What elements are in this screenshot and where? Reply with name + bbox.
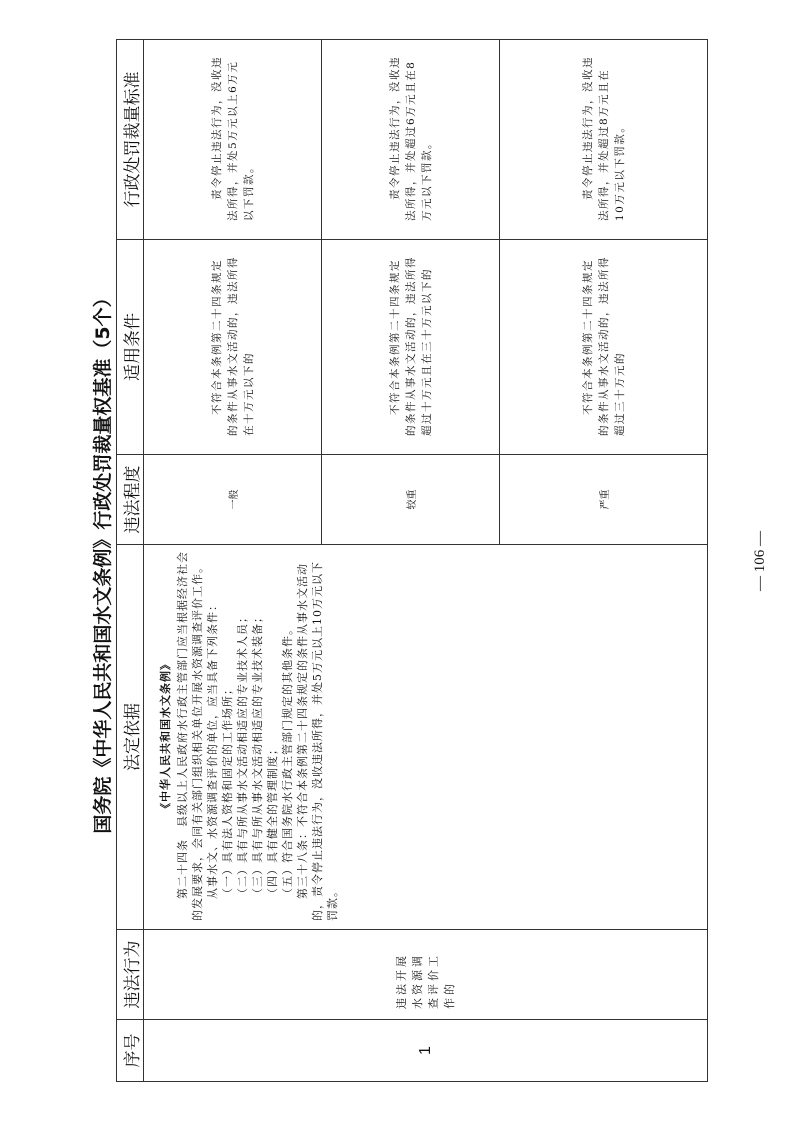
discretion-table bbox=[116, 39, 708, 1082]
table-row bbox=[144, 40, 322, 1082]
basis-paragraph: （二）具有与所从事水文活动相适应的专业技术人员； bbox=[236, 611, 249, 899]
standard-severe bbox=[500, 40, 708, 240]
standard-text: 责令停止违法行为，没收违法所得，并处5万元以上6万元以下罚款。 bbox=[210, 56, 255, 221]
condition-serious bbox=[322, 240, 500, 455]
basis-paragraph: （三）具有与所从事水文活动相适应的专业技术装备； bbox=[251, 611, 264, 899]
basis-paragraph: 第三十八条：不符合本条例第二十四条规定的条件从事水文活动的，责令停止违法行为，没收违法所得，并处5万元以上10万元以下罚款。 bbox=[296, 561, 339, 921]
legal-basis bbox=[144, 545, 708, 930]
row-number: 1 bbox=[144, 1020, 708, 1082]
condition-text: 不符合本条例第二十四条规定的条件从事水文活动的，违法所得超过十万元且在三十万元以下的 bbox=[388, 256, 433, 436]
standard-serious bbox=[322, 40, 500, 240]
degree-general: 一般 bbox=[144, 455, 322, 545]
standard-text: 责令停止违法行为，没收违法所得，并处超过6万元且在8万元以下罚款。 bbox=[388, 56, 433, 221]
basis-paragraph: （四）具有健全的管理制度； bbox=[266, 743, 279, 899]
header-basis: 法定依据 bbox=[117, 545, 144, 930]
violation-act: 违法开展水资源调查评价工作的 bbox=[144, 930, 708, 1020]
law-title: 《中华人民共和国水文条例》 bbox=[159, 658, 172, 814]
degree-serious: 较重 bbox=[322, 455, 500, 545]
standard-text: 责令停止违法行为，没收违法所得，并处超过8万元且在10万元以下罚款。 bbox=[581, 56, 626, 221]
header-condition: 适用条件 bbox=[117, 240, 144, 455]
condition-text: 不符合本条例第二十四条规定的条件从事水文活动的，违法所得在十万元以下的 bbox=[210, 256, 255, 436]
header-act: 违法行为 bbox=[117, 930, 144, 1020]
header-standard: 行政处罚裁量标准 bbox=[117, 40, 144, 240]
page-number: — 106 — bbox=[752, 531, 768, 591]
condition-text: 不符合本条例第二十四条规定的条件从事水文活动的，违法所得超过三十万元的 bbox=[581, 256, 626, 436]
standard-general bbox=[144, 40, 322, 240]
basis-paragraph: 从事水文、水资源调查评价的单位，应当具备下列条件： bbox=[206, 599, 219, 899]
header-no: 序号 bbox=[117, 1020, 144, 1082]
degree-severe: 严重 bbox=[500, 455, 708, 545]
header-degree: 违法程度 bbox=[117, 455, 144, 545]
basis-paragraph: （五）符合国务院水行政主管部门规定的其他条件。 bbox=[281, 623, 294, 899]
table-header-row bbox=[117, 40, 144, 1082]
basis-paragraph: 第二十四条 县级以上人民政府水行政主管部门应当根据经济社会的发展要求，会同有关部门组织相关单位开展水资源调查评价工作。 bbox=[176, 551, 204, 921]
basis-paragraph: （一）具有法人资格和固定的工作场所； bbox=[221, 683, 234, 899]
condition-severe bbox=[500, 240, 708, 455]
document-title: 国务院《中华人民共和国水文条例》行政处罚裁量权基准（5个） bbox=[92, 288, 114, 834]
condition-general bbox=[144, 240, 322, 455]
